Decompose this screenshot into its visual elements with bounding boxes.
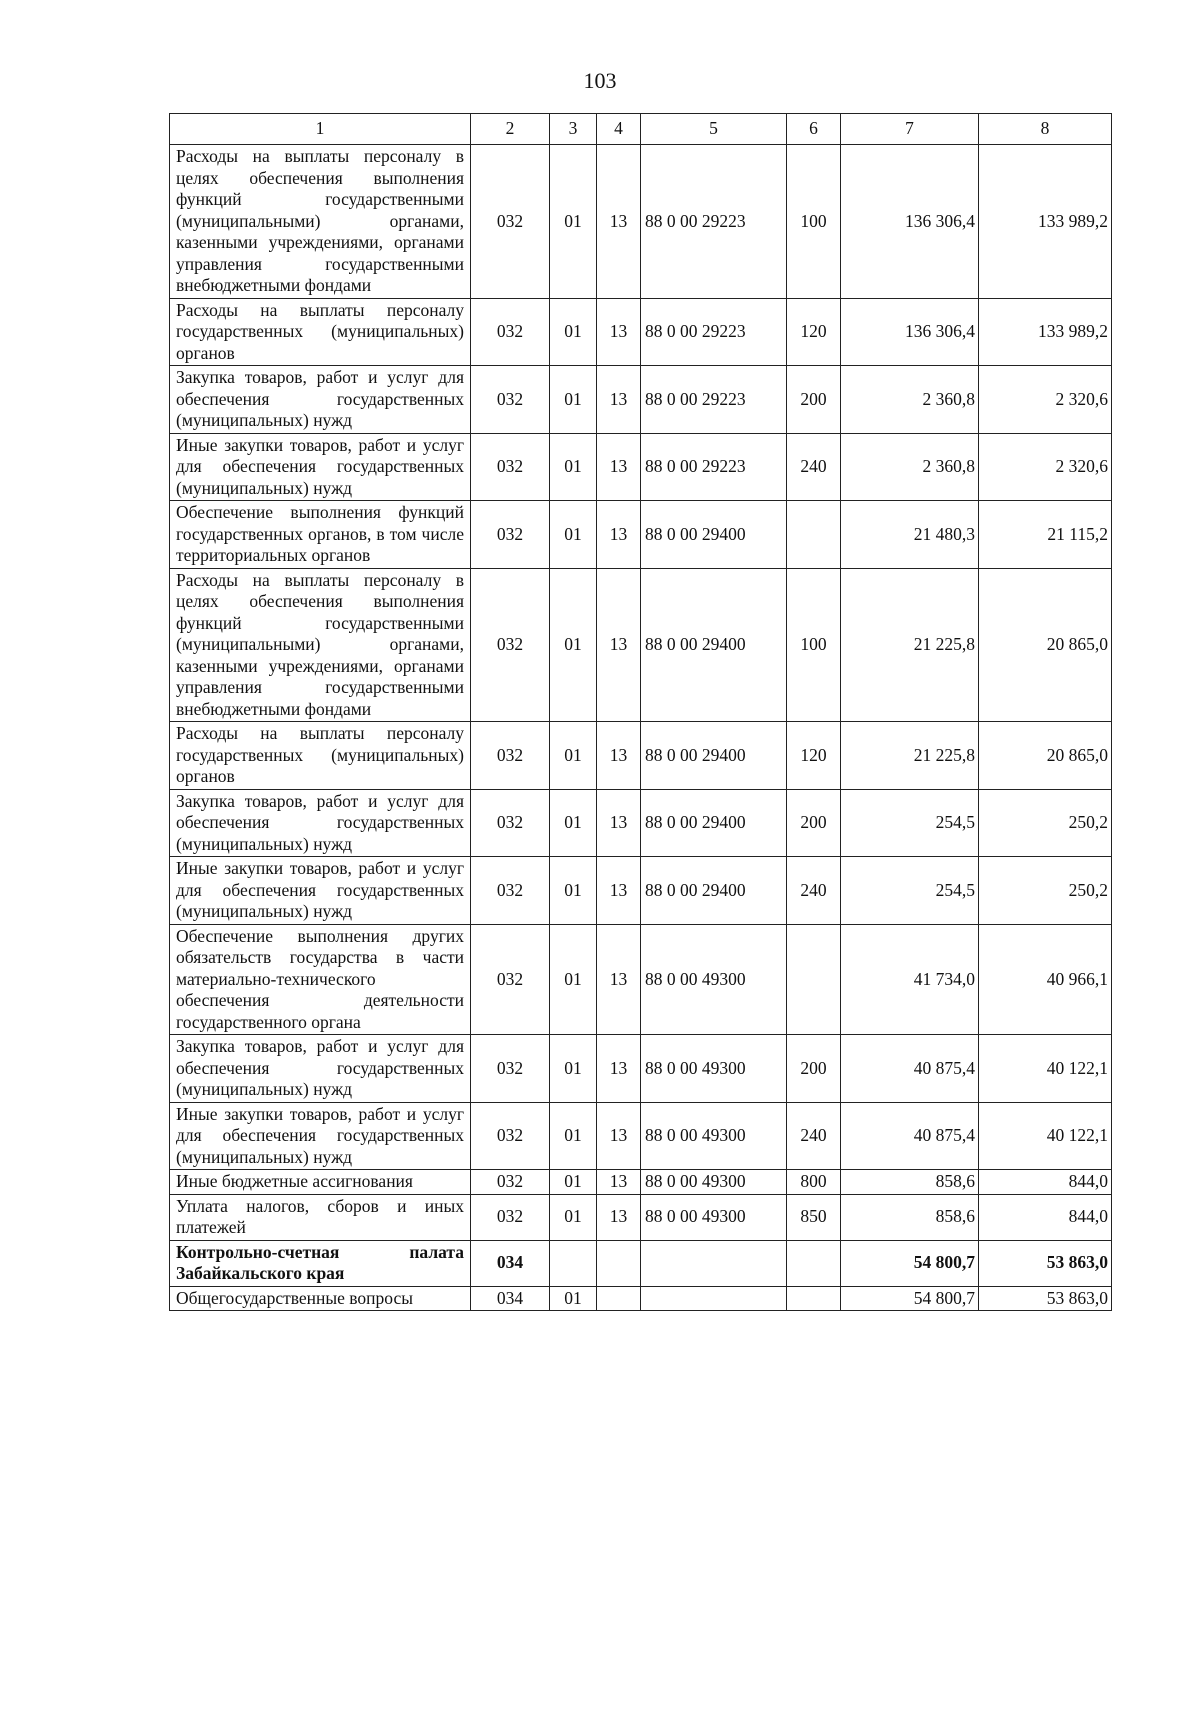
target-article-cell: 88 0 00 29223 bbox=[641, 433, 787, 501]
section-cell bbox=[550, 1240, 597, 1286]
admin-code-cell: 032 bbox=[471, 1035, 550, 1103]
expense-type-cell: 120 bbox=[787, 298, 841, 366]
row-name-cell: Расходы на выплаты персоналу в целях обеспечения выполнения функций государственными (муниципальными) органами, казенными учреждениями, органами управления государственными внебюджетными фондами bbox=[170, 145, 471, 299]
table-row bbox=[170, 924, 1112, 1035]
expense-type-cell: 200 bbox=[787, 1035, 841, 1103]
admin-code-cell: 034 bbox=[471, 1286, 550, 1311]
target-article-cell: 88 0 00 29400 bbox=[641, 501, 787, 569]
table-row bbox=[170, 501, 1112, 569]
amount-year1-cell: 40 875,4 bbox=[841, 1035, 979, 1103]
table-row bbox=[170, 145, 1112, 299]
expense-type-cell bbox=[787, 1240, 841, 1286]
subsection-cell: 13 bbox=[597, 433, 641, 501]
row-name-cell: Закупка товаров, работ и услуг для обеспечения государственных (муниципальных) нужд bbox=[170, 366, 471, 434]
expense-type-cell: 240 bbox=[787, 433, 841, 501]
amount-year2-cell: 2 320,6 bbox=[979, 366, 1112, 434]
amount-year1-cell: 40 875,4 bbox=[841, 1102, 979, 1170]
row-name-cell: Расходы на выплаты персоналу государственных (муниципальных) органов bbox=[170, 298, 471, 366]
row-name-cell: Обеспечение выполнения функций государственных органов, в том числе территориальных органов bbox=[170, 501, 471, 569]
amount-year2-cell: 40 122,1 bbox=[979, 1035, 1112, 1103]
expense-type-cell: 100 bbox=[787, 568, 841, 722]
row-name-cell: Закупка товаров, работ и услуг для обеспечения государственных (муниципальных) нужд bbox=[170, 789, 471, 857]
expense-type-cell: 100 bbox=[787, 145, 841, 299]
row-name-cell: Расходы на выплаты персоналу в целях обеспечения выполнения функций государственными (муниципальными) органами, казенными учреждениями, органами управления государственными внебюджетными фондами bbox=[170, 568, 471, 722]
amount-year1-cell: 54 800,7 bbox=[841, 1240, 979, 1286]
section-cell: 01 bbox=[550, 298, 597, 366]
amount-year1-cell: 21 480,3 bbox=[841, 501, 979, 569]
section-cell: 01 bbox=[550, 1194, 597, 1240]
admin-code-cell: 032 bbox=[471, 1194, 550, 1240]
expense-type-cell: 240 bbox=[787, 857, 841, 925]
table-row bbox=[170, 1035, 1112, 1103]
amount-year1-cell: 21 225,8 bbox=[841, 722, 979, 790]
target-article-cell: 88 0 00 49300 bbox=[641, 1170, 787, 1195]
target-article-cell: 88 0 00 29223 bbox=[641, 298, 787, 366]
page-number: 103 bbox=[583, 68, 617, 93]
target-article-cell: 88 0 00 49300 bbox=[641, 924, 787, 1035]
table-header-row bbox=[170, 114, 1112, 145]
subsection-cell: 13 bbox=[597, 1194, 641, 1240]
row-name-cell: Иные бюджетные ассигнования bbox=[170, 1170, 471, 1195]
subsection-cell: 13 bbox=[597, 298, 641, 366]
admin-code-cell: 032 bbox=[471, 1102, 550, 1170]
expense-type-cell: 200 bbox=[787, 366, 841, 434]
subsection-cell: 13 bbox=[597, 924, 641, 1035]
target-article-cell bbox=[641, 1286, 787, 1311]
amount-year2-cell: 844,0 bbox=[979, 1170, 1112, 1195]
amount-year2-cell: 53 863,0 bbox=[979, 1286, 1112, 1311]
target-article-cell bbox=[641, 1240, 787, 1286]
amount-year1-cell: 41 734,0 bbox=[841, 924, 979, 1035]
section-cell: 01 bbox=[550, 857, 597, 925]
amount-year1-cell: 858,6 bbox=[841, 1194, 979, 1240]
subsection-cell: 13 bbox=[597, 1035, 641, 1103]
subsection-cell: 13 bbox=[597, 568, 641, 722]
amount-year2-cell: 20 865,0 bbox=[979, 568, 1112, 722]
column-header: 2 bbox=[471, 114, 550, 145]
table-row bbox=[170, 789, 1112, 857]
target-article-cell: 88 0 00 29400 bbox=[641, 568, 787, 722]
section-cell: 01 bbox=[550, 1170, 597, 1195]
amount-year2-cell: 40 966,1 bbox=[979, 924, 1112, 1035]
section-cell: 01 bbox=[550, 924, 597, 1035]
admin-code-cell: 032 bbox=[471, 857, 550, 925]
target-article-cell: 88 0 00 49300 bbox=[641, 1194, 787, 1240]
column-header: 4 bbox=[597, 114, 641, 145]
subsection-cell: 13 bbox=[597, 1170, 641, 1195]
subsection-cell: 13 bbox=[597, 366, 641, 434]
section-cell: 01 bbox=[550, 501, 597, 569]
subsection-cell: 13 bbox=[597, 501, 641, 569]
subsection-cell bbox=[597, 1240, 641, 1286]
row-name-cell: Уплата налогов, сборов и иных платежей bbox=[170, 1194, 471, 1240]
amount-year1-cell: 858,6 bbox=[841, 1170, 979, 1195]
admin-code-cell: 032 bbox=[471, 298, 550, 366]
section-cell: 01 bbox=[550, 1035, 597, 1103]
budget-table bbox=[169, 113, 1112, 1311]
table-row bbox=[170, 366, 1112, 434]
table-row bbox=[170, 857, 1112, 925]
column-header: 1 bbox=[170, 114, 471, 145]
section-cell: 01 bbox=[550, 722, 597, 790]
amount-year1-cell: 254,5 bbox=[841, 857, 979, 925]
amount-year2-cell: 40 122,1 bbox=[979, 1102, 1112, 1170]
target-article-cell: 88 0 00 49300 bbox=[641, 1102, 787, 1170]
amount-year1-cell: 136 306,4 bbox=[841, 145, 979, 299]
admin-code-cell: 034 bbox=[471, 1240, 550, 1286]
row-name-cell: Контрольно-счетная палата Забайкальского края bbox=[170, 1240, 471, 1286]
subsection-cell: 13 bbox=[597, 722, 641, 790]
admin-code-cell: 032 bbox=[471, 789, 550, 857]
section-cell: 01 bbox=[550, 1102, 597, 1170]
column-header: 6 bbox=[787, 114, 841, 145]
amount-year1-cell: 136 306,4 bbox=[841, 298, 979, 366]
target-article-cell: 88 0 00 29223 bbox=[641, 145, 787, 299]
section-cell: 01 bbox=[550, 433, 597, 501]
expense-type-cell: 800 bbox=[787, 1170, 841, 1195]
target-article-cell: 88 0 00 49300 bbox=[641, 1035, 787, 1103]
expense-type-cell: 120 bbox=[787, 722, 841, 790]
amount-year2-cell: 2 320,6 bbox=[979, 433, 1112, 501]
table-row bbox=[170, 1102, 1112, 1170]
amount-year2-cell: 133 989,2 bbox=[979, 145, 1112, 299]
table-row bbox=[170, 1240, 1112, 1286]
subsection-cell bbox=[597, 1286, 641, 1311]
admin-code-cell: 032 bbox=[471, 568, 550, 722]
column-header: 8 bbox=[979, 114, 1112, 145]
section-cell: 01 bbox=[550, 145, 597, 299]
subsection-cell: 13 bbox=[597, 145, 641, 299]
table-row bbox=[170, 1170, 1112, 1195]
row-name-cell: Закупка товаров, работ и услуг для обеспечения государственных (муниципальных) нужд bbox=[170, 1035, 471, 1103]
table-row bbox=[170, 722, 1112, 790]
target-article-cell: 88 0 00 29400 bbox=[641, 722, 787, 790]
expense-type-cell: 200 bbox=[787, 789, 841, 857]
section-cell: 01 bbox=[550, 366, 597, 434]
amount-year2-cell: 250,2 bbox=[979, 789, 1112, 857]
expense-type-cell bbox=[787, 501, 841, 569]
admin-code-cell: 032 bbox=[471, 501, 550, 569]
expense-type-cell: 240 bbox=[787, 1102, 841, 1170]
subsection-cell: 13 bbox=[597, 857, 641, 925]
expense-type-cell: 850 bbox=[787, 1194, 841, 1240]
row-name-cell: Иные закупки товаров, работ и услуг для обеспечения государственных (муниципальных) нужд bbox=[170, 433, 471, 501]
amount-year2-cell: 20 865,0 bbox=[979, 722, 1112, 790]
column-header: 5 bbox=[641, 114, 787, 145]
column-header: 3 bbox=[550, 114, 597, 145]
admin-code-cell: 032 bbox=[471, 924, 550, 1035]
row-name-cell: Расходы на выплаты персоналу государственных (муниципальных) органов bbox=[170, 722, 471, 790]
amount-year1-cell: 2 360,8 bbox=[841, 366, 979, 434]
amount-year2-cell: 53 863,0 bbox=[979, 1240, 1112, 1286]
section-cell: 01 bbox=[550, 568, 597, 722]
amount-year2-cell: 133 989,2 bbox=[979, 298, 1112, 366]
target-article-cell: 88 0 00 29400 bbox=[641, 789, 787, 857]
table-row bbox=[170, 568, 1112, 722]
table-body bbox=[170, 145, 1112, 1311]
amount-year2-cell: 844,0 bbox=[979, 1194, 1112, 1240]
table-row bbox=[170, 1194, 1112, 1240]
table-row bbox=[170, 433, 1112, 501]
admin-code-cell: 032 bbox=[471, 145, 550, 299]
subsection-cell: 13 bbox=[597, 789, 641, 857]
admin-code-cell: 032 bbox=[471, 1170, 550, 1195]
table-row bbox=[170, 298, 1112, 366]
section-cell: 01 bbox=[550, 1286, 597, 1311]
amount-year2-cell: 250,2 bbox=[979, 857, 1112, 925]
amount-year1-cell: 2 360,8 bbox=[841, 433, 979, 501]
subsection-cell: 13 bbox=[597, 1102, 641, 1170]
row-name-cell: Иные закупки товаров, работ и услуг для обеспечения государственных (муниципальных) нужд bbox=[170, 857, 471, 925]
admin-code-cell: 032 bbox=[471, 366, 550, 434]
admin-code-cell: 032 bbox=[471, 433, 550, 501]
amount-year1-cell: 54 800,7 bbox=[841, 1286, 979, 1311]
target-article-cell: 88 0 00 29400 bbox=[641, 857, 787, 925]
expense-type-cell bbox=[787, 924, 841, 1035]
amount-year1-cell: 254,5 bbox=[841, 789, 979, 857]
row-name-cell: Общегосударственные вопросы bbox=[170, 1286, 471, 1311]
amount-year1-cell: 21 225,8 bbox=[841, 568, 979, 722]
row-name-cell: Иные закупки товаров, работ и услуг для обеспечения государственных (муниципальных) нужд bbox=[170, 1102, 471, 1170]
target-article-cell: 88 0 00 29223 bbox=[641, 366, 787, 434]
section-cell: 01 bbox=[550, 789, 597, 857]
row-name-cell: Обеспечение выполнения других обязательств государства в части материально-технического обеспечения деятельности государственного органа bbox=[170, 924, 471, 1035]
admin-code-cell: 032 bbox=[471, 722, 550, 790]
amount-year2-cell: 21 115,2 bbox=[979, 501, 1112, 569]
expense-type-cell bbox=[787, 1286, 841, 1311]
table-row bbox=[170, 1286, 1112, 1311]
column-header: 7 bbox=[841, 114, 979, 145]
